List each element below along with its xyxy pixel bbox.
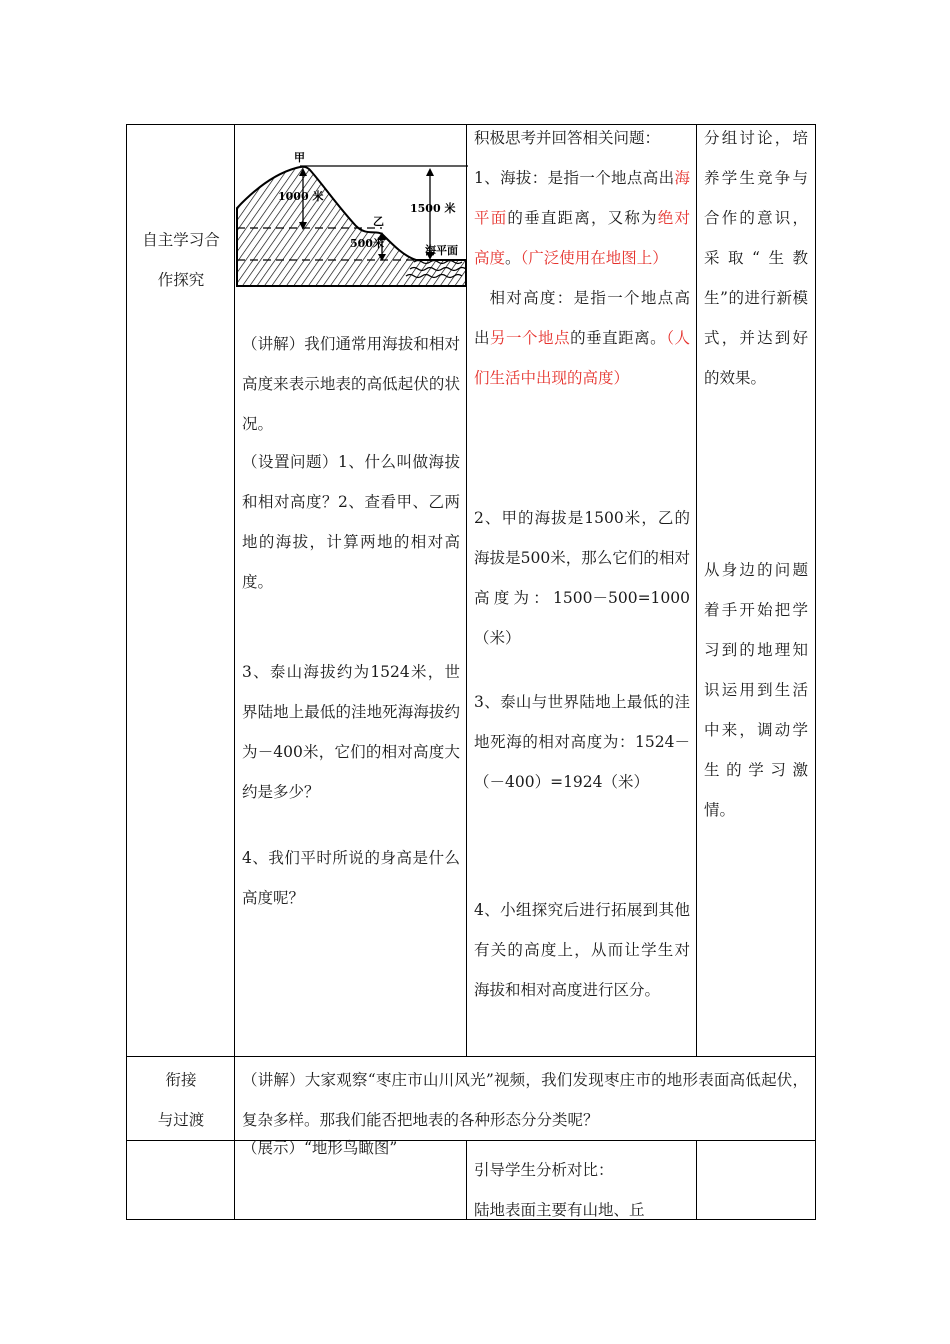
answer-3: 3、泰山与世界陆地上最低的洼地死海的相对高度为：1524－（－400）=1924（米） [474, 693, 690, 791]
transition-text: （讲解）大家观察“枣庄市山川风光”视频，我们发现枣庄市的地形表面高低起伏，复杂多样。那我们能否把地表的各种形态分分类呢？ [242, 1071, 808, 1129]
row-divider [126, 1140, 816, 1141]
teacher-question-3: 3、泰山海拔约为1524米，世界陆地上最低的洼地死海海拔约为－400米，它们的相对高度大约是多少？ [242, 663, 460, 801]
table-border-left [126, 124, 127, 1220]
column-divider [466, 1140, 467, 1220]
teacher-question-4: 4、我们平时所说的身高是什么高度呢？ [242, 849, 460, 907]
column-divider [696, 1140, 697, 1220]
row-divider [126, 1056, 816, 1057]
label-500: 500米 [350, 237, 384, 250]
stage-label: 自主学习合作探究 [142, 231, 220, 289]
lesson-table [126, 124, 816, 1220]
label-1500: 1500 米 [410, 202, 456, 215]
teacher-questions: （设置问题）1、什么叫做海拔和相对高度？2、查看甲、乙两地的海拔，计算两地的相对高度。 [242, 453, 460, 591]
label-yi: 乙 [373, 215, 384, 228]
intent-1: 分组讨论，培养学生竞争与合作的意识，采取“生教生”的进行新模式，并达到好的效果。 [704, 129, 808, 387]
stage-transition: 衔接 与过渡 [157, 1071, 205, 1129]
student-intro: 积极思考并回答相关问题： [474, 129, 661, 147]
column-divider [696, 124, 697, 1056]
teacher-explain: （讲解）我们通常用海拔和相对高度来表示地表的高低起伏的状况。 [242, 335, 460, 433]
answer-4: 4、小组探究后进行拓展到其他有关的高度上，从而让学生对海拔和相对高度进行区分。 [474, 901, 690, 999]
answer-1: 1、海拔：是指一个地点高出海平面的垂直距离，又称为绝对高度。（广泛使用在地图上） [474, 169, 690, 267]
label-1000: 1000 米 [278, 190, 324, 203]
elevation-diagram [236, 148, 468, 298]
column-divider [234, 124, 235, 1220]
answer-2: 2、甲的海拔是1500米，乙的海拔是500米，那么它们的相对高度为：1500－500=1000（米） [474, 509, 690, 647]
label-jia: 甲 [294, 151, 305, 164]
intent-2: 从身边的问题着手开始把学习到的地理知识运用到生活中来，调动学生的学习激情。 [704, 561, 808, 819]
student-answers [474, 118, 690, 398]
teacher-show: （展示）“地形鸟瞰图” [242, 1139, 398, 1157]
label-sea-level: 海平面 [425, 244, 458, 257]
table-border-bottom [126, 1219, 816, 1220]
answer-relative-height: 相对高度：是指一个地点高出另一个地点的垂直距离。（人们生活中出现的高度） [474, 289, 690, 387]
student-guidance: 引导学生分析对比： 陆地表面主要有山地、丘 [474, 1161, 645, 1219]
table-border-right [815, 124, 816, 1220]
